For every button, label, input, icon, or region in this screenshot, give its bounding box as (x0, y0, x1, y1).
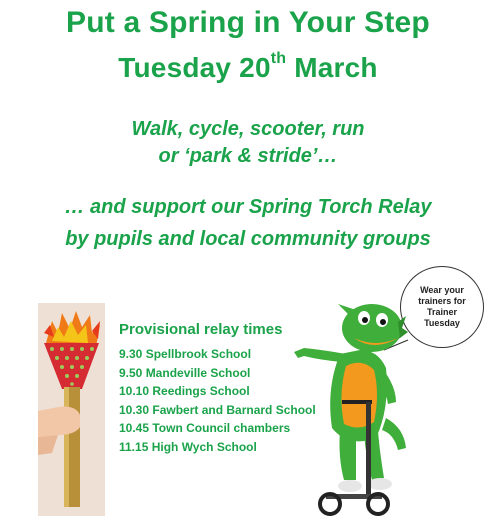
list-item: 10.30 Fawbert and Barnard School (119, 402, 316, 417)
event-date (0, 52, 496, 84)
list-item: 9.50 Mandeville School (119, 365, 251, 380)
relay-times-list (119, 345, 316, 457)
tagline-line-4: by pupils and local community groups (65, 228, 431, 250)
torch-image (38, 303, 105, 516)
date-suffix: th (270, 50, 287, 67)
dragon-mascot-image (290, 298, 410, 520)
relay-times-heading: Provisional relay times (119, 321, 283, 338)
date-month: March (294, 52, 378, 83)
tagline-line-1: Walk, cycle, scooter, run (131, 118, 365, 140)
tagline-line-3: … and support our Spring Torch Relay (64, 196, 432, 218)
speech-bubble-text: Wear your trainers for Trainer Tuesday (418, 285, 466, 328)
poster-title: Put a Spring in Your Step (66, 6, 430, 39)
date-day: Tuesday 20 (118, 52, 271, 83)
list-item: 10.45 Town Council chambers (119, 421, 291, 436)
list-item: 10.10 Reedings School (119, 384, 250, 399)
speech-bubble (400, 266, 484, 348)
tagline-line-2: or ‘park & stride’… (158, 145, 338, 167)
list-item: 11.15 High Wych School (119, 439, 257, 454)
list-item: 9.30 Spellbrook School (119, 347, 252, 361)
